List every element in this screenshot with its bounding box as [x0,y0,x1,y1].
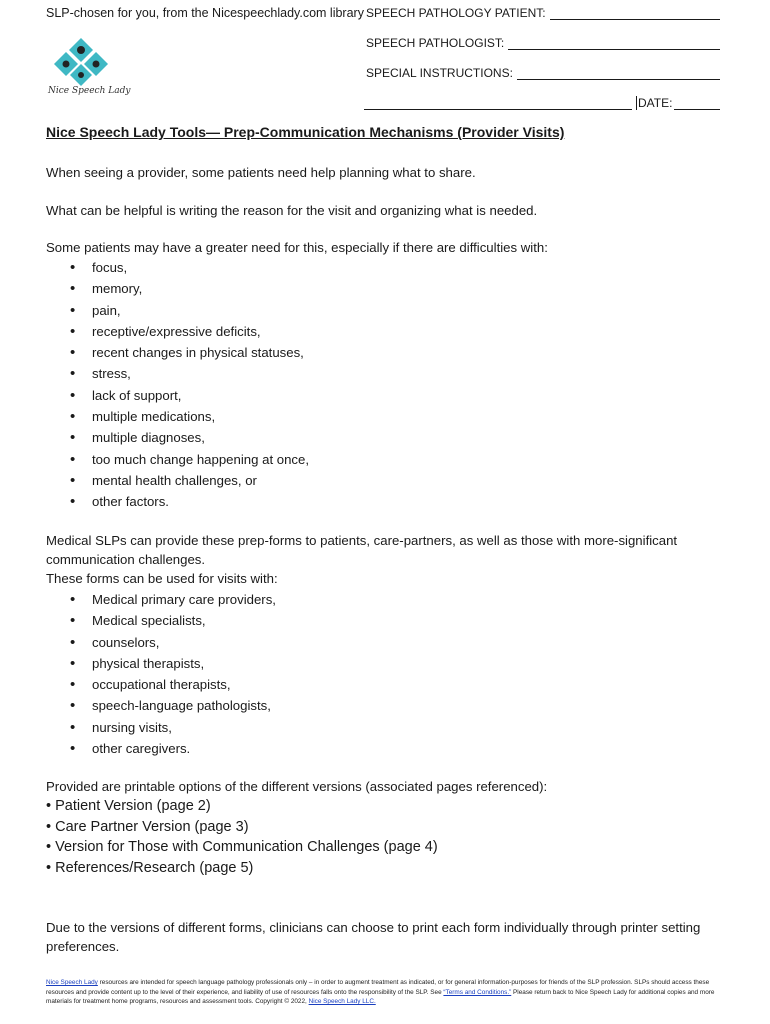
list-item: • recent changes in physical statuses, [70,342,750,363]
intro-p1: When seeing a provider, some patients need help planning what to share. [46,165,476,180]
versions-list [46,796,438,879]
list-item: • multiple diagnoses, [70,427,750,448]
logo-caption: Nice Speech Lady [48,86,131,96]
list-item: • other caregivers. [70,738,750,759]
patient-field [366,6,720,20]
list-item: • speech-language pathologists, [70,695,750,716]
pathologist-label: SPEECH PATHOLOGIST: [366,36,505,50]
list-item: • counselors, [70,632,750,653]
list-item: • mental health challenges, or [70,470,750,491]
list-item: • multiple medications, [70,406,750,427]
list-item: • Version for Those with Communication Challenges (page 4) [46,839,438,856]
list-item: • occupational therapists, [70,674,750,695]
page-title: Nice Speech Lady Tools— Prep-Communication Mechanisms (Provider Visits) [46,124,565,140]
instructions-label: SPECIAL INSTRUCTIONS: [366,66,513,80]
source-text: SLP-chosen for you, from the Nicespeechlady.com library [46,6,364,20]
footer-link-nice-speech-lady[interactable]: Nice Speech Lady [46,979,98,986]
list-item: • physical therapists, [70,653,750,674]
list-item: • References/Research (page 5) [46,860,254,877]
footer-link-terms[interactable]: “Terms and Conditions.” [443,988,512,996]
list-item: • receptive/expressive deficits, [70,321,750,342]
signature-line[interactable] [364,97,632,110]
closing-paragraph: Due to the versions of different forms, clinicians can choose to print each form individually through printer setting preferences. [46,920,701,954]
logo-diamond-icon [54,38,108,86]
footer-disclaimer [46,978,730,1007]
instructions-field [366,66,720,80]
list-item: • memory, [70,278,750,299]
list-item: • pain, [70,300,750,321]
list-item: • Medical primary care providers, [70,589,750,610]
footer-text-2: Please return back to Nice Speech Lady for additional copies and more materials for treatment home programs, resources and assessment tools. Copyright © 2022, [46,988,715,1006]
difficulties-list [46,257,750,513]
footer-link-llc[interactable]: Nice Speech Lady LLC. [308,998,376,1006]
intro-p3: Some patients may have a greater need for this, especially if there are difficulties with: [46,240,548,255]
list-item: • other factors. [70,491,750,512]
list-item: • focus, [70,257,750,278]
patient-label: SPEECH PATHOLOGY PATIENT: [366,6,546,20]
patient-line[interactable] [550,7,720,20]
slp-paragraph: Medical SLPs can provide these prep-forms to patients, care-partners, as well as those with more-significant communication challenges. [46,533,678,567]
pathologist-line[interactable] [508,37,720,50]
date-label: DATE: [638,96,673,110]
list-item: • lack of support, [70,385,750,406]
date-field [364,96,720,110]
instructions-line[interactable] [517,67,720,80]
list-item: • Patient Version (page 2) [46,798,211,814]
visits-list [46,589,750,759]
list-item: • Medical specialists, [70,610,750,631]
visits-intro: These forms can be used for visits with: [46,571,278,586]
pathologist-field [366,36,720,50]
list-item: • nursing visits, [70,717,750,738]
intro-p2: What can be helpful is writing the reason for the visit and organizing what is needed. [46,203,538,218]
list-item: • stress, [70,363,750,384]
date-line[interactable] [674,97,720,110]
list-item: • too much change happening at once, [70,449,750,470]
options-intro: Provided are printable options of the different versions (associated pages referenced): [46,779,548,794]
footer-text-1: resources are intended for speech language pathology professionals only – in order to augment treatment as indicated, or for general information-purposes for friends of the SLP profession. SLPs should access these resources and provide content up to the level of their experience, and liability of use of resources falls onto the responsibility of the SLP. See [46,979,710,996]
list-item: • Care Partner Version (page 3) [46,818,249,835]
